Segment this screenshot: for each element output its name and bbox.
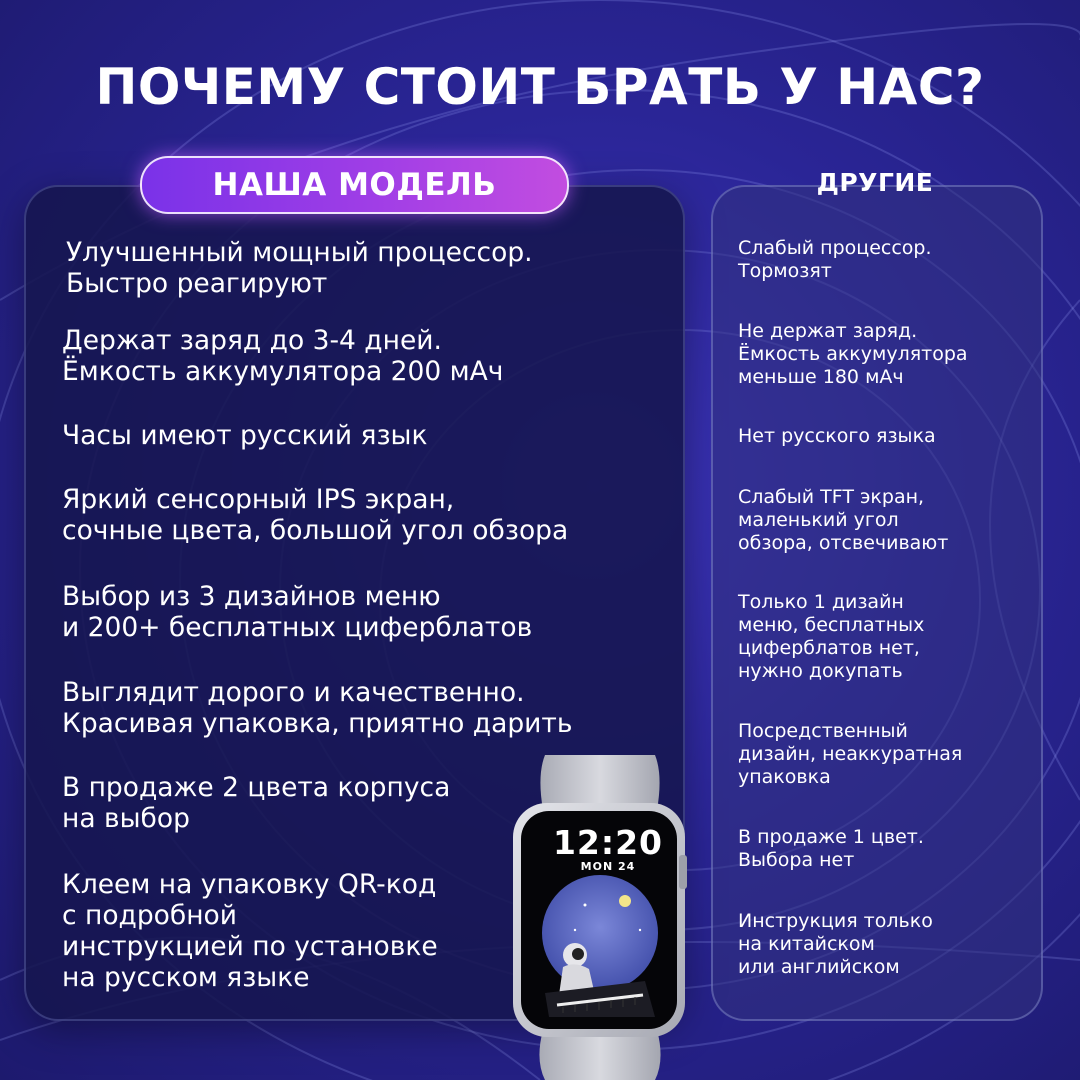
page-title: ПОЧЕМУ СТОИТ БРАТЬ У НАС? (95, 58, 985, 116)
other-feature-designs: Только 1 дизайн меню, бесплатных циферблатов нет, нужно докупать (738, 591, 925, 682)
our-feature-battery: Держат заряд до 3-4 дней. Ёмкость аккумулятора 200 мАч (62, 325, 504, 387)
other-feature-screen: Слабый TFT экран, маленький угол обзора, отсвечивают (738, 486, 949, 554)
other-feature-language: Нет русского языка (738, 425, 936, 447)
our-feature-processor: Улучшенный мощный процессор. Быстро реагируют (66, 237, 533, 299)
other-feature-colors: В продаже 1 цвет. Выбора нет (738, 826, 924, 871)
our-feature-qr-code: Клеем на упаковку QR-код с подробной инструкцией по установке на русском языке (62, 869, 438, 993)
smartwatch-icon (505, 755, 695, 1080)
watch-time: 12:20 (552, 823, 664, 862)
our-feature-screen: Яркий сенсорный IPS экран, сочные цвета, большой угол обзора (62, 484, 569, 546)
watch-date: MON 24 (580, 860, 636, 873)
others-heading: ДРУГИЕ (816, 168, 934, 197)
other-feature-battery: Не держат заряд. Ёмкость аккумулятора меньше 180 мАч (738, 320, 968, 388)
our-feature-language: Часы имеют русский язык (62, 420, 428, 451)
our-model-badge: НАША МОДЕЛЬ (140, 156, 569, 214)
our-feature-packaging: Выглядит дорого и качественно. Красивая упаковка, приятно дарить (62, 677, 573, 739)
other-feature-processor: Слабый процессор. Тормозят (738, 237, 932, 282)
other-feature-instructions: Инструкция только на китайском или английском (738, 910, 933, 978)
our-feature-colors: В продаже 2 цвета корпуса на выбор (62, 772, 451, 834)
other-feature-packaging: Посредственный дизайн, неаккуратная упаковка (738, 720, 963, 788)
our-feature-designs: Выбор из 3 дизайнов меню и 200+ бесплатных циферблатов (62, 581, 533, 643)
